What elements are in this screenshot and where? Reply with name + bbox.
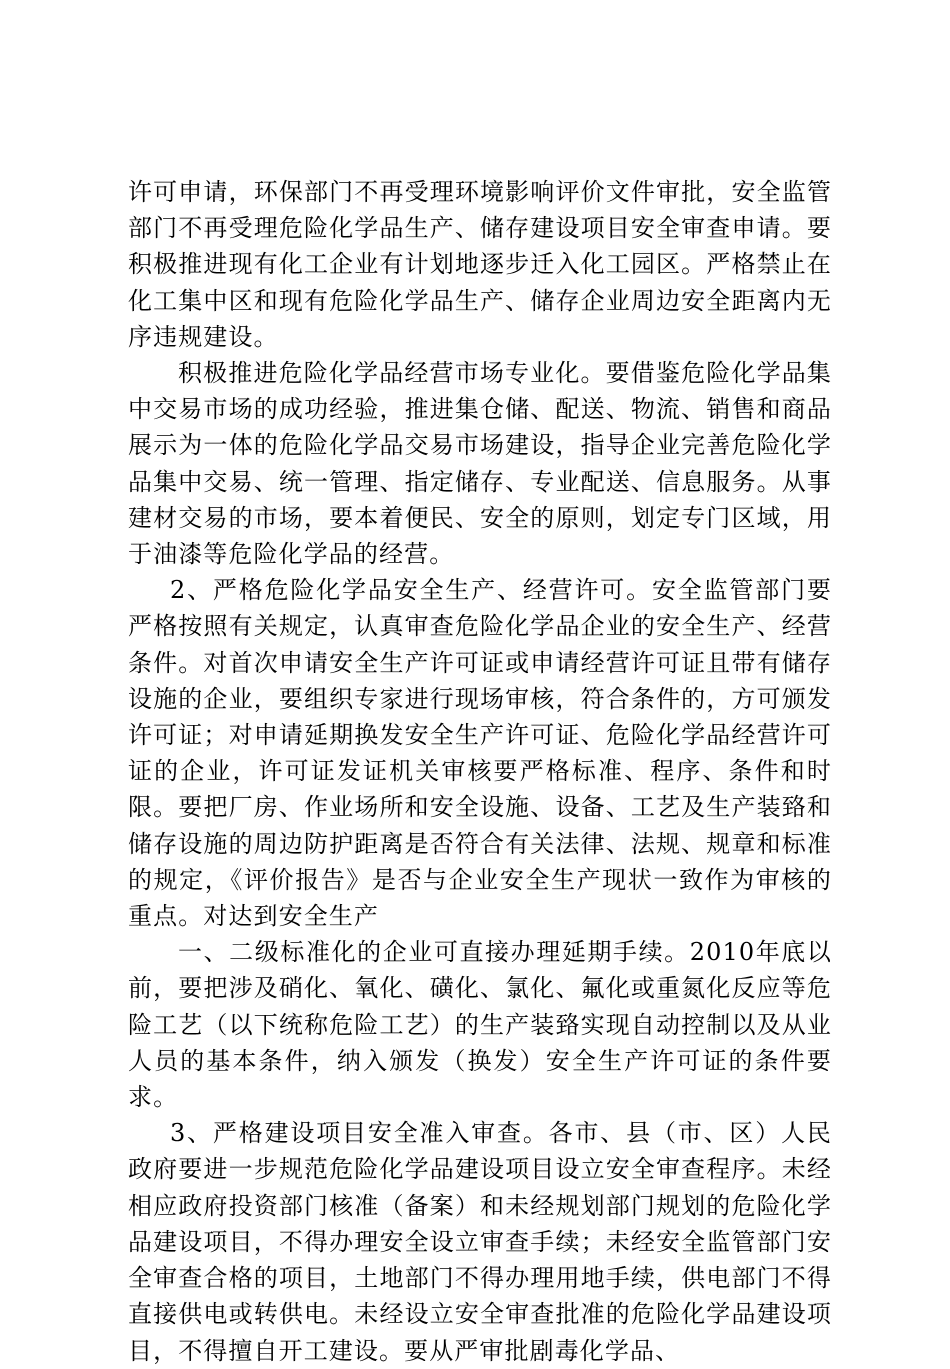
paragraph-project-review: 3、严格建设项目安全准入审查。各市、县（市、区）人民政府要进一步规范危险化学品建设项目设立安全审查程序。未经相应政府投资部门核准（备案）和未经规划部门规划的危险化学品建设项目，不得办理安全设立审查手续；未经安全监管部门安全审查合格的项目，土地部门不得办理用地手续，供电部门不得直接供电或转供电。未经设立安全审查批准的危险化学品建设项目，不得擅自开工建设。要从严审批剧毒化学品、 — [128, 1119, 832, 1365]
paragraph-market-specialization: 积极推进危险化学品经营市场专业化。要借鉴危险化学品集中交易市场的成功经验，推进集仓储、配送、物流、销售和商品展示为一体的危险化学品交易市场建设，指导企业完善危险化学品集中交易、统一管理、指定储存、专业配送、信息服务。从事建材交易的市场，要本着便民、安全的原则，划定专门区域，用于油漆等危险化学品的经营。 — [128, 359, 832, 569]
paragraph-production-license: 2、严格危险化学品安全生产、经营许可。安全监管部门要严格按照有关规定，认真审查危险化学品企业的安全生产、经营条件。对首次申请安全生产许可证或申请经营许可证且带有储存设施的企业，要组织专家进行现场审核，符合条件的，方可颁发许可证；对申请延期换发安全生产许可证、危险化学品经营许可证的企业，许可证发证机关审核要严格标准、程序、条件和时限。要把厂房、作业场所和安全设施、设备、工艺及生产装臵和储存设施的周边防护距离是否符合有关法律、法规、规章和标准的规定，《评价报告》是否与企业安全生产现状一致作为审核的重点。对达到安全生产 — [128, 576, 832, 931]
paragraph-standardization: 一、二级标准化的企业可直接办理延期手续。2010年底以前，要把涉及硝化、氧化、磺化、氯化、氟化或重氮化反应等危险工艺（以下统称危险工艺）的生产装臵实现自动控制以及从业人员的基本条件，纳入颁发（换发）安全生产许可证的条件要求。 — [128, 938, 832, 1112]
paragraph-permit-application: 许可申请，环保部门不再受理环境影响评价文件审批，安全监管部门不再受理危险化学品生产、储存建设项目安全审查申请。要积极推进现有化工企业有计划地逐步迁入化工园区。严格禁止在化工集中区和现有危险化学品生产、储存企业周边安全距离内无序违规建设。 — [128, 178, 832, 351]
document-body — [128, 174, 832, 1369]
